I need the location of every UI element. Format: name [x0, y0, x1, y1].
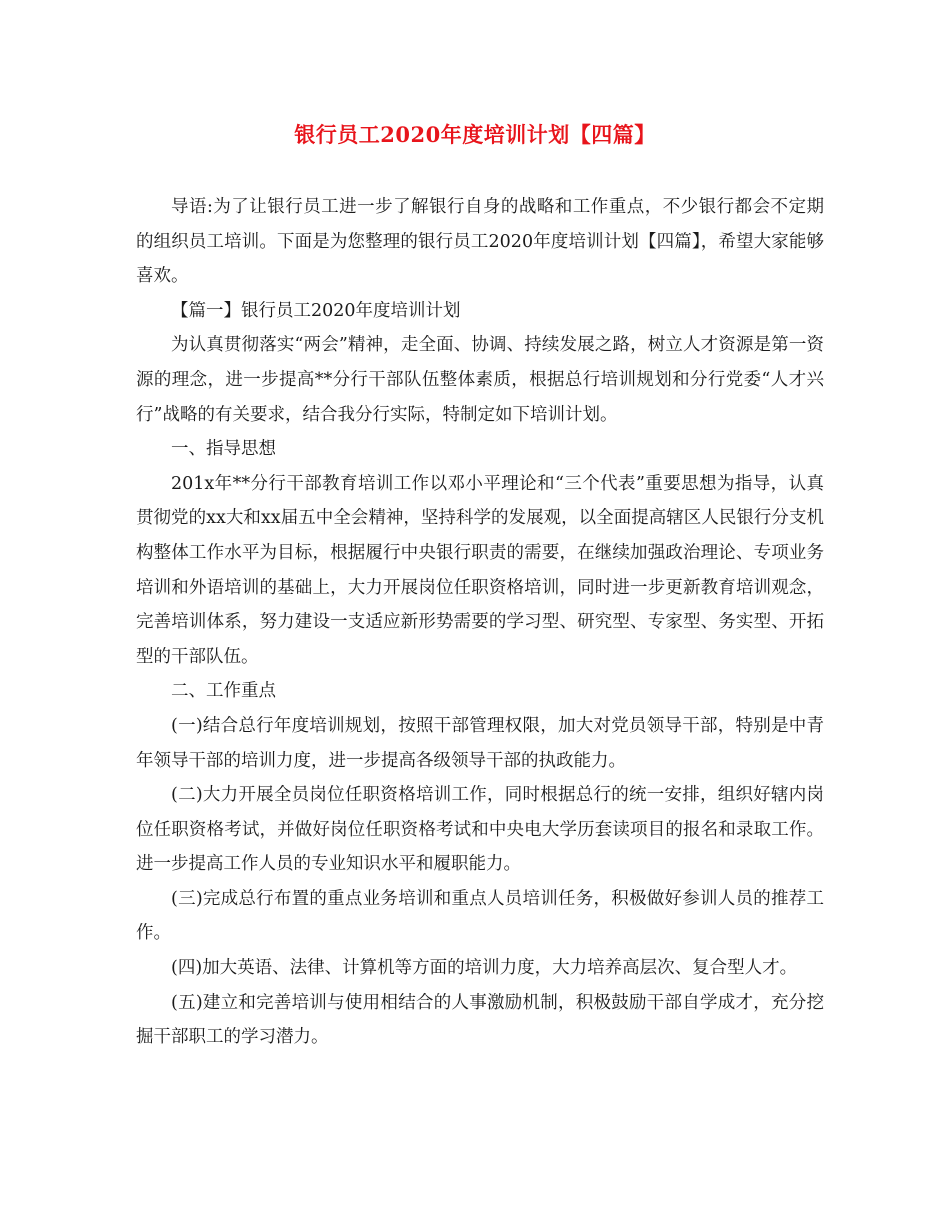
section-heading-part-one: 【篇一】银行员工2020年度培训计划 [171, 300, 461, 321]
list-item: (四)加大英语、法律、计算机等方面的培训力度，大力培养高层次、复合型人才。 [171, 958, 798, 979]
document-body [136, 190, 824, 1055]
list-item: (一)结合总行年度培训规划，按照干部管理权限，加大对党员领导干部，特别是中青年领导干部的培训力度，进一步提高各级领导干部的执政能力。 [136, 715, 824, 771]
paragraph: 为认真贯彻落实“两会”精神，走全面、协调、持续发展之路，树立人才资源是第一资源的理念，进一步提高**分行干部队伍整体素质，根据总行培训规划和分行党委“人才兴行”战略的有关要求，结合我分行实际，特制定如下培训计划。 [136, 335, 824, 425]
paragraph-intro: 导语:为了让银行员工进一步了解银行自身的战略和工作重点，不少银行都会不定期的组织员工培训。下面是为您整理的银行员工2020年度培训计划【四篇】，希望大家能够喜欢。 [136, 197, 824, 287]
paragraph: 201x年**分行干部教育培训工作以邓小平理论和“三个代表”重要思想为指导，认真贯彻党的xx大和xx届五中全会精神，坚持科学的发展观，以全面提高辖区人民银行分支机构整体工作水平为目标，根据履行中央银行职责的需要，在继续加强政治理论、专项业务培训和外语培训的基础上，大力开展岗位任职资格培训，同时进一步更新教育培训观念，完善培训体系，努力建设一支适应新形势需要的学习型、研究型、专家型、务实型、开拓型的干部队伍。 [136, 473, 824, 667]
document-title: 银行员工2020年度培训计划【四篇】 [294, 122, 656, 147]
section-heading: 一、指导思想 [171, 439, 276, 460]
list-item: (五)建立和完善培训与使用相结合的人事激励机制，积极鼓励干部自学成才，充分挖掘干部职工的学习潜力。 [136, 992, 824, 1048]
section-heading: 二、工作重点 [171, 681, 276, 702]
list-item: (二)大力开展全员岗位任职资格培训工作，同时根据总行的统一安排，组织好辖内岗位任职资格考试，并做好岗位任职资格考试和中央电大学历套读项目的报名和录取工作。进一步提高工作人员的专业知识水平和履职能力。 [136, 785, 824, 875]
list-item: (三)完成总行布置的重点业务培训和重点人员培训任务，积极做好参训人员的推荐工作。 [136, 888, 824, 944]
